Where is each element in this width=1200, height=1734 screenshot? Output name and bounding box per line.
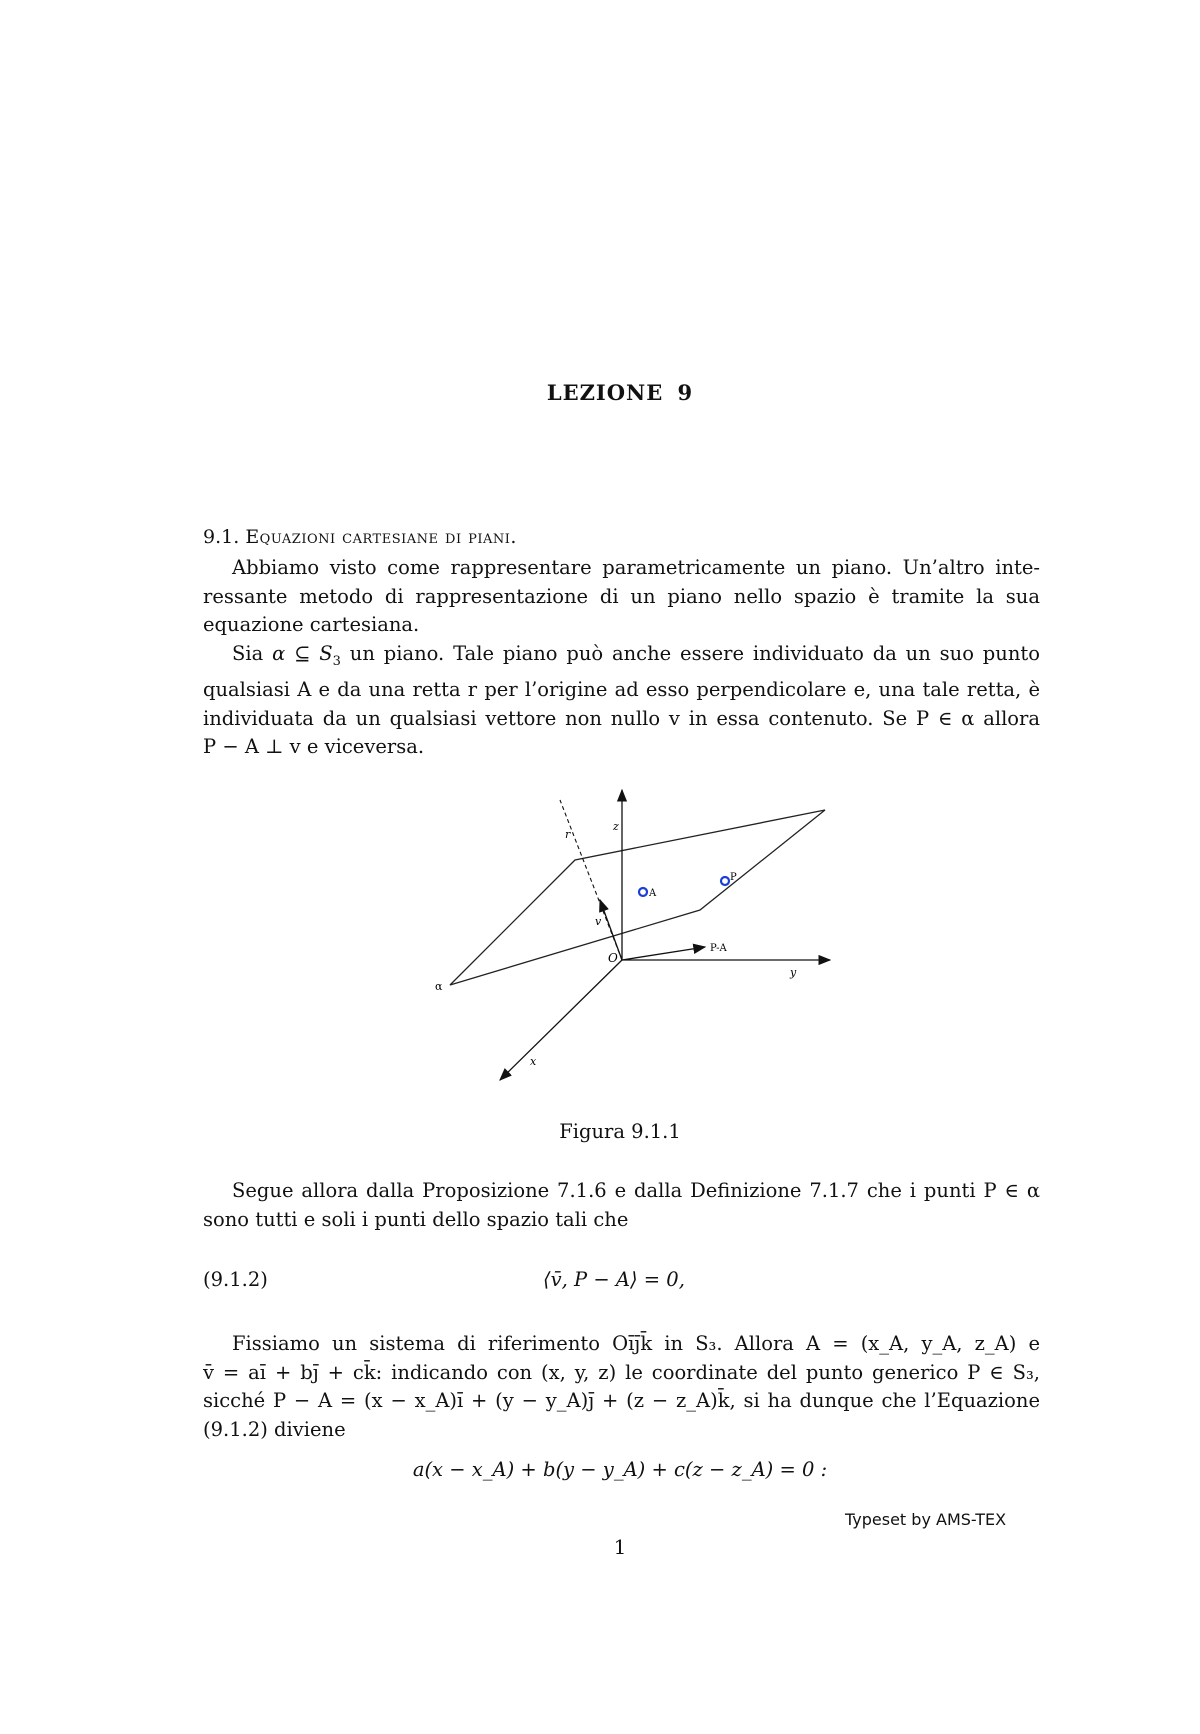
label-r: r: [565, 828, 571, 841]
section-number: 9.1.: [203, 526, 240, 548]
label-alpha: α: [435, 980, 443, 993]
label-a: A: [649, 888, 657, 899]
page-number: 1: [613, 1535, 627, 1559]
label-z: z: [613, 820, 619, 833]
figure-caption: Figura 9.1.1: [559, 1120, 681, 1143]
typeset-credit: Typeset by AMS-TEX: [845, 1510, 1007, 1529]
paragraph-consequence: [203, 1177, 1040, 1234]
paragraph-line: Abbiamo visto come rappresentare parametricamente un piano. Un’altro inte-: [232, 556, 1040, 579]
paragraph-plane-definition: [203, 640, 1040, 762]
paragraph-line: P − A ⊥ v e viceversa.: [203, 735, 425, 759]
paragraph-line: Segue allora dalla Proposizione 7.1.6 e dalla Definizione 7.1.7 che i punti P ∈ α: [232, 1179, 1040, 1202]
x-axis: [500, 960, 622, 1080]
label-origin: O: [608, 951, 618, 965]
paragraph-line: individuata da un qualsiasi vettore non nullo v in essa contenuto. Se P ∈ α allora: [203, 706, 1040, 730]
paragraph-coordinates: [203, 1330, 1040, 1444]
equation-body: ⟨v̄, P − A⟩ = 0,: [543, 1268, 685, 1291]
paragraph-line: (9.1.2) diviene: [203, 1417, 346, 1441]
section-heading: [203, 526, 517, 548]
paragraph-line: qualsiasi A e da una retta r per l’origine ad esso perpendicolare e, una tale retta, è: [203, 678, 1040, 702]
paragraph-line: sono tutti e soli i punti dello spazio tali che: [203, 1207, 629, 1231]
paragraph-line: sicché P − A = (x − x_A)ı̄ + (y − y_A)ȷ̄ + (z − z_A)k̄, si ha dunque che l’Equazione: [203, 1389, 1040, 1412]
vector-p-minus-a: [622, 947, 705, 960]
section-title: Equazioni cartesiane di piani.: [245, 526, 517, 548]
text-fragment: Sia: [232, 642, 273, 665]
paragraph-line: ressante metodo di rappresentazione di un piano nello spazio è tramite la sua: [203, 584, 1040, 608]
point-p: [721, 877, 729, 885]
paragraph-line: Fissiamo un sistema di riferimento Oı̄ȷ̄k̄ in S₃. Allora A = (x_A, y_A, z_A) e: [232, 1332, 1040, 1355]
label-p-minus-a: P-A: [710, 943, 727, 954]
paragraph-line: v̄ = aı̄ + bȷ̄ + ck̄: indicando con (x, y, z) le coordinate del punto generico P ∈ S₃,: [203, 1360, 1040, 1384]
label-p: P: [730, 872, 737, 883]
equation-label: (9.1.2): [203, 1268, 268, 1291]
text-fragment: un piano. Tale piano può anche essere individuato da un suo punto: [340, 642, 1040, 665]
equation-cartesian-plane: a(x − x_A) + b(y − y_A) + c(z − z_A) = 0 :: [412, 1458, 828, 1481]
page-title: LEZIONE 9: [546, 380, 694, 405]
figure-plane-diagram: [420, 765, 860, 1095]
label-y: y: [790, 966, 797, 979]
point-a: [639, 888, 647, 896]
paragraph-intro: [203, 554, 1040, 640]
label-v: v: [595, 915, 602, 928]
label-x: x: [530, 1055, 537, 1068]
paragraph-line: Sia α ⊆ $S_3$ un piano. Tale piano può anche essere individuato da un suo punto: [232, 642, 1040, 669]
plane-alpha: [450, 810, 825, 985]
paragraph-line: equazione cartesiana.: [203, 613, 420, 636]
